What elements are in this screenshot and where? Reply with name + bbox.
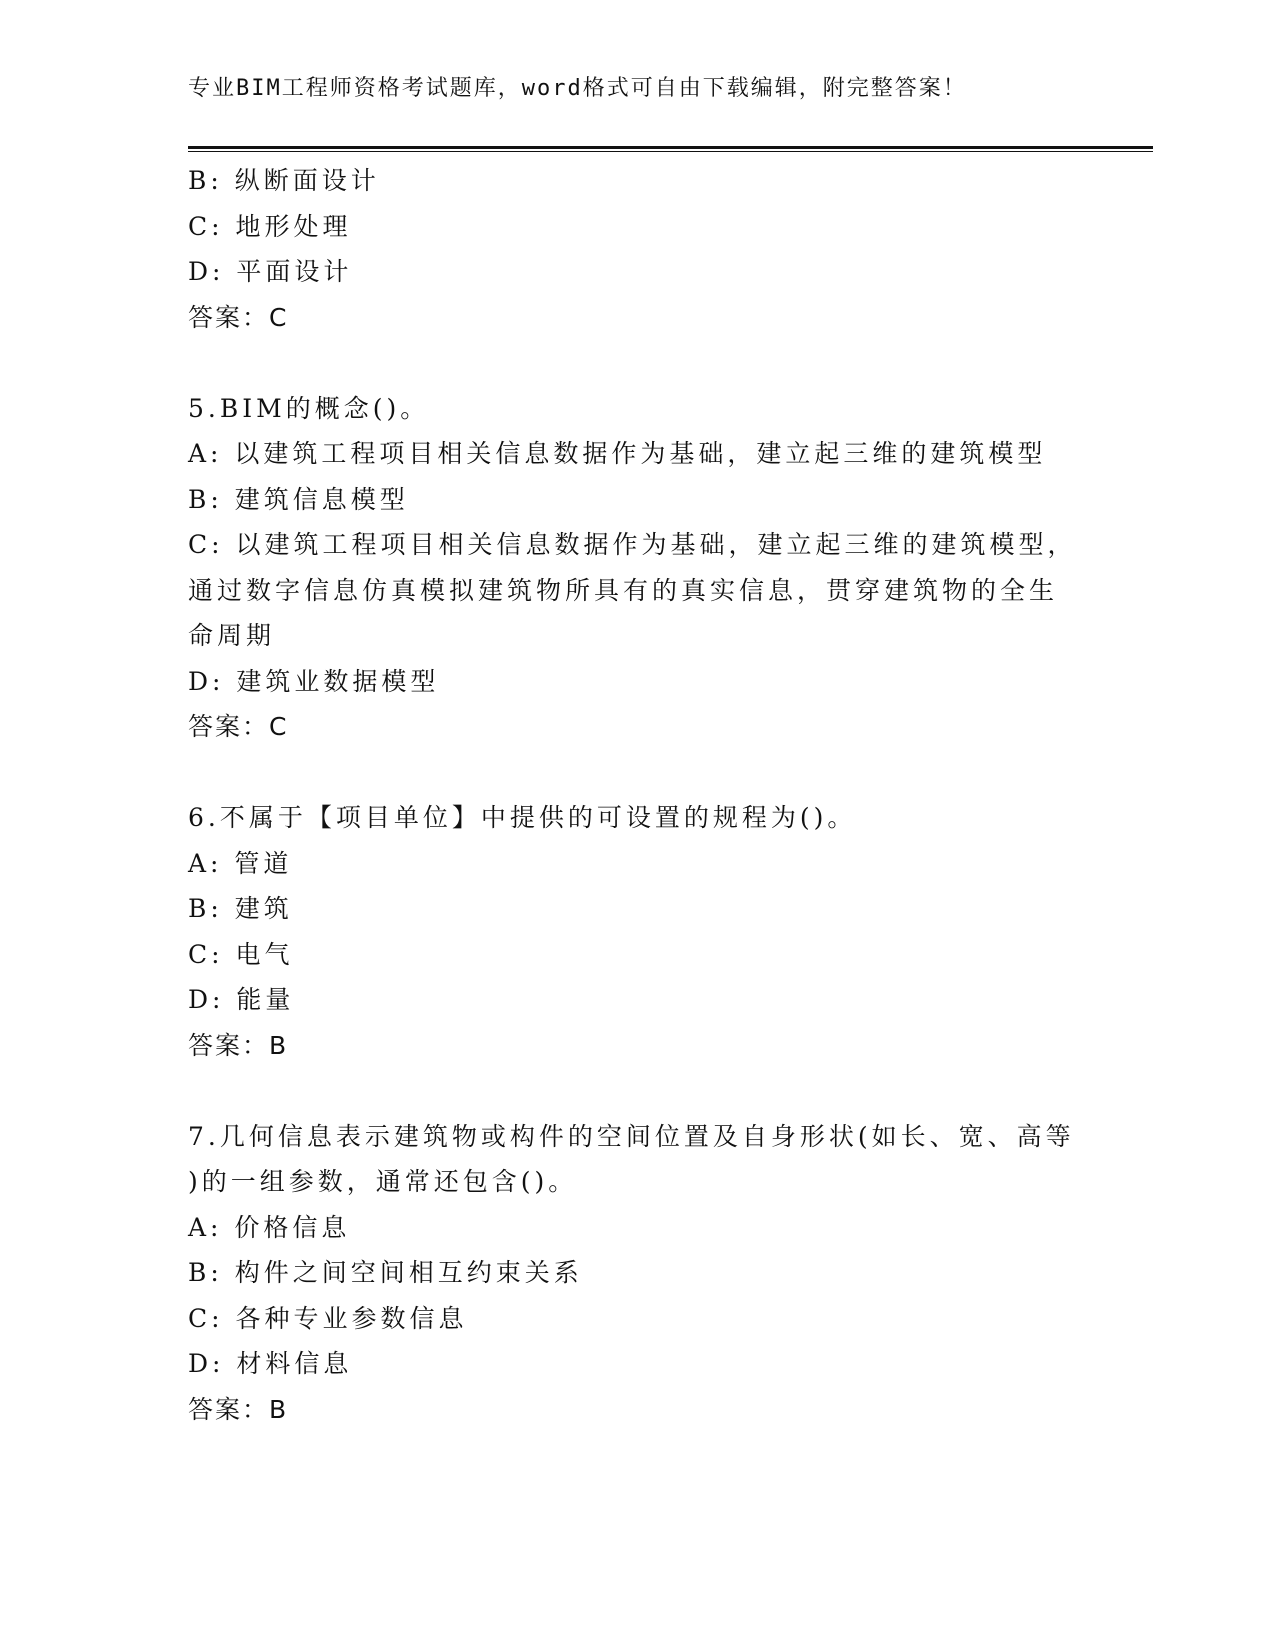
- q4-option-b: B: 纵断面设计: [188, 166, 380, 195]
- q6-option-b: B: 建筑: [188, 894, 293, 923]
- question-7: [188, 1114, 1088, 1433]
- q5-option-c-line-2: 通过数字信息仿真模拟建筑物所具有的真实信息，贯穿建筑物的全生: [188, 575, 1059, 605]
- question-5: [188, 386, 1088, 750]
- q6-option-d: D: 能量: [188, 985, 295, 1014]
- q5-question: 5.BIM的概念()。: [188, 393, 430, 423]
- q6-answer: 答案：B: [188, 1030, 289, 1060]
- q5-option-a: A: 以建筑工程项目相关信息数据作为基础，建立起三维的建筑模型: [188, 439, 1047, 468]
- q5-option-c-line-3: 命周期: [188, 621, 276, 650]
- q4-option-c: C: 地形处理: [188, 211, 352, 241]
- question-6: [188, 795, 1088, 1068]
- q7-question-line-1: 7.几何信息表示建筑物或构件的空间位置及自身形状(如长、宽、高等: [188, 1121, 1075, 1151]
- header-rule-thick: [188, 146, 1153, 149]
- header-rule-thin: [188, 151, 1153, 152]
- q5-option-b: B: 建筑信息模型: [188, 484, 409, 514]
- q6-option-a: A: 管道: [188, 848, 293, 878]
- q7-option-d: D: 材料信息: [188, 1349, 353, 1378]
- spacer: [188, 750, 1088, 796]
- question-4-tail: [188, 158, 1088, 340]
- q4-answer: 答案：C: [188, 302, 289, 332]
- q4-option-d: D: 平面设计: [188, 257, 353, 286]
- q5-option-c-line-1: C: 以建筑工程项目相关信息数据作为基础，建立起三维的建筑模型，: [188, 530, 1077, 559]
- q7-answer: 答案：B: [188, 1394, 289, 1424]
- q7-question-line-2: )的一组参数，通常还包含()。: [188, 1167, 578, 1196]
- q7-option-c: C: 各种专业参数信息: [188, 1303, 468, 1333]
- spacer: [188, 1068, 1088, 1114]
- page-header: 专业BIM工程师资格考试题库，word格式可自由下载编辑，附完整答案！: [188, 76, 967, 101]
- q5-option-d: D: 建筑业数据模型: [188, 666, 440, 696]
- spacer: [188, 340, 1088, 386]
- q6-question: 6.不属于【项目单位】中提供的可设置的规程为()。: [188, 803, 857, 832]
- q6-option-c: C: 电气: [188, 939, 294, 969]
- q7-option-b: B: 构件之间空间相互约束关系: [188, 1258, 583, 1287]
- q5-answer: 答案：C: [188, 712, 289, 741]
- question-content: [188, 158, 1088, 1432]
- q7-option-a: A: 价格信息: [188, 1212, 351, 1242]
